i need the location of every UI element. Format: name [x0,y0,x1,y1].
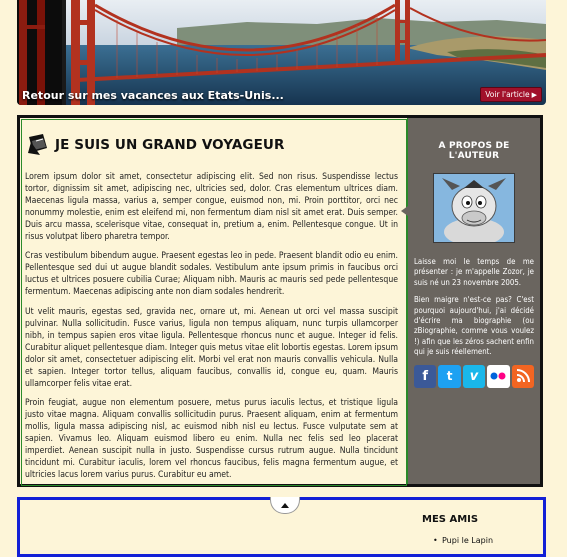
scroll-top-button[interactable] [270,497,300,514]
footer-section [17,497,546,557]
rss-icon[interactable] [512,365,534,388]
main-section [17,115,543,487]
article-paragraph: Proin feugiat, augue non elementum posuere, metus purus iaculis lectus, et tristique ligula justo vitae magna. Aliquam convallis sollicitudin purus. Praesent aliquam, enim at fermentum mollis, ligula massa adipiscing nisl, ac euismod nibh nisl eu lectus. Fusce vulputate sem at sapien. Vivamus leo. Aliquam euismod libero eu enim. Nulla nec felis sed leo placerat imperdiet. Aenean suscipit nulla in justo. Suspendisse cursus rutrum augue. Nulla tincidunt tincidunt mi. Curabitur iaculis, lorem vel rhoncus faucibus, felis magna fermentum augue, et ultricies lacus lorem varius purus. Curabitur eu amet. [25,398,398,480]
author-bio [414,257,534,358]
author-bio-paragraph: Laisse moi le temps de me présenter : je m'appelle Zozor, je suis né un 23 novembre 2005. [414,257,534,287]
chevron-up-icon [281,503,289,508]
author-sidebar [407,118,540,484]
chevron-right-icon: ▶ [531,91,537,99]
banner-caption: Retour sur mes vacances aux Etats-Unis... [22,89,284,102]
vimeo-icon[interactable]: v [463,365,485,388]
article-title: JE SUIS UN GRAND VOYAGEUR [55,137,285,153]
article [21,119,407,486]
friend-link[interactable]: • Pupi le Lapin [442,536,493,545]
friends-title: MES AMIS [422,514,479,525]
article-paragraph: Ut velit mauris, egestas sed, gravida nec, ornare ut, mi. Aenean ut orci vel massa suscipit pulvinar. Nulla sollicitudin. Fusce varius, ligula non tempus aliquam, nunc turpis ullamcorper nibh, in tempus sapien eros vitae ligula. Pellentesque rhoncus nunc et augue. Integer id felis. Curabitur aliquet pellentesque diam. Integer quis metus vitae elit lobortis egestas. Lorem ipsum dolor sit amet, consectetuer adipiscing elit. Morbi vel erat non mauris convallis vehicula. Nulla et sapien. Integer tortor tellus, aliquam faucibus, convallis id, congue eu, quam. Mauris ullamcorper felis vitae erat. [25,307,398,389]
article-body [25,172,398,490]
view-article-button[interactable] [480,87,542,102]
badge-icon [26,133,50,157]
article-header [26,133,284,157]
banner [17,0,546,105]
view-article-label: Voir l'article [485,90,530,99]
article-paragraph: Lorem ipsum dolor sit amet, consectetur adipiscing elit. Sed non risus. Suspendisse lectus tortor, dignissim sit amet, adipiscing nec, ultricies sed, dolor. Cras elementum ultrices diam. Maecenas ligula massa, varius a, semper congue, euismod non, mi. Proin porttitor, orci nec nonummy molestie, enim est eleifend mi, non fermentum diam nisl sit amet erat. Duis semper. Duis arcu massa, scelerisque vitae, consequat in, pretium a, enim. Pellentesque congue. Ut in risus volutpat libero pharetra tempor. [25,172,398,242]
article-paragraph: Cras vestibulum bibendum augue. Praesent egestas leo in pede. Praesent blandit odio eu enim. Pellentesque sed dui ut augue blandit sodales. Vestibulum ante ipsum primis in faucibus orci luctus et ultrices posuere cubilia Curae; Aliquam nibh. Mauris ac mauris sed pede pellentesque fermentum. Maecenas adipiscing ante non diam sodales hendrerit. [25,251,398,298]
social-links [414,365,534,388]
author-bio-paragraph: Bien maigre n'est-ce pas? C'est pourquoi aujourd'hui, j'ai décidé d'écrire ma biographie (ou zBiographie, comme vous voulez !) afin que les zéros sachent enfin qui je suis réellement. [414,295,534,357]
flickr-icon[interactable] [487,365,509,388]
zozor-avatar-image [434,174,514,242]
facebook-icon[interactable]: f [414,365,436,388]
twitter-icon[interactable]: t [438,365,460,388]
avatar [433,173,515,243]
sidebar-title: A PROPOS DE L'AUTEUR [438,141,510,161]
